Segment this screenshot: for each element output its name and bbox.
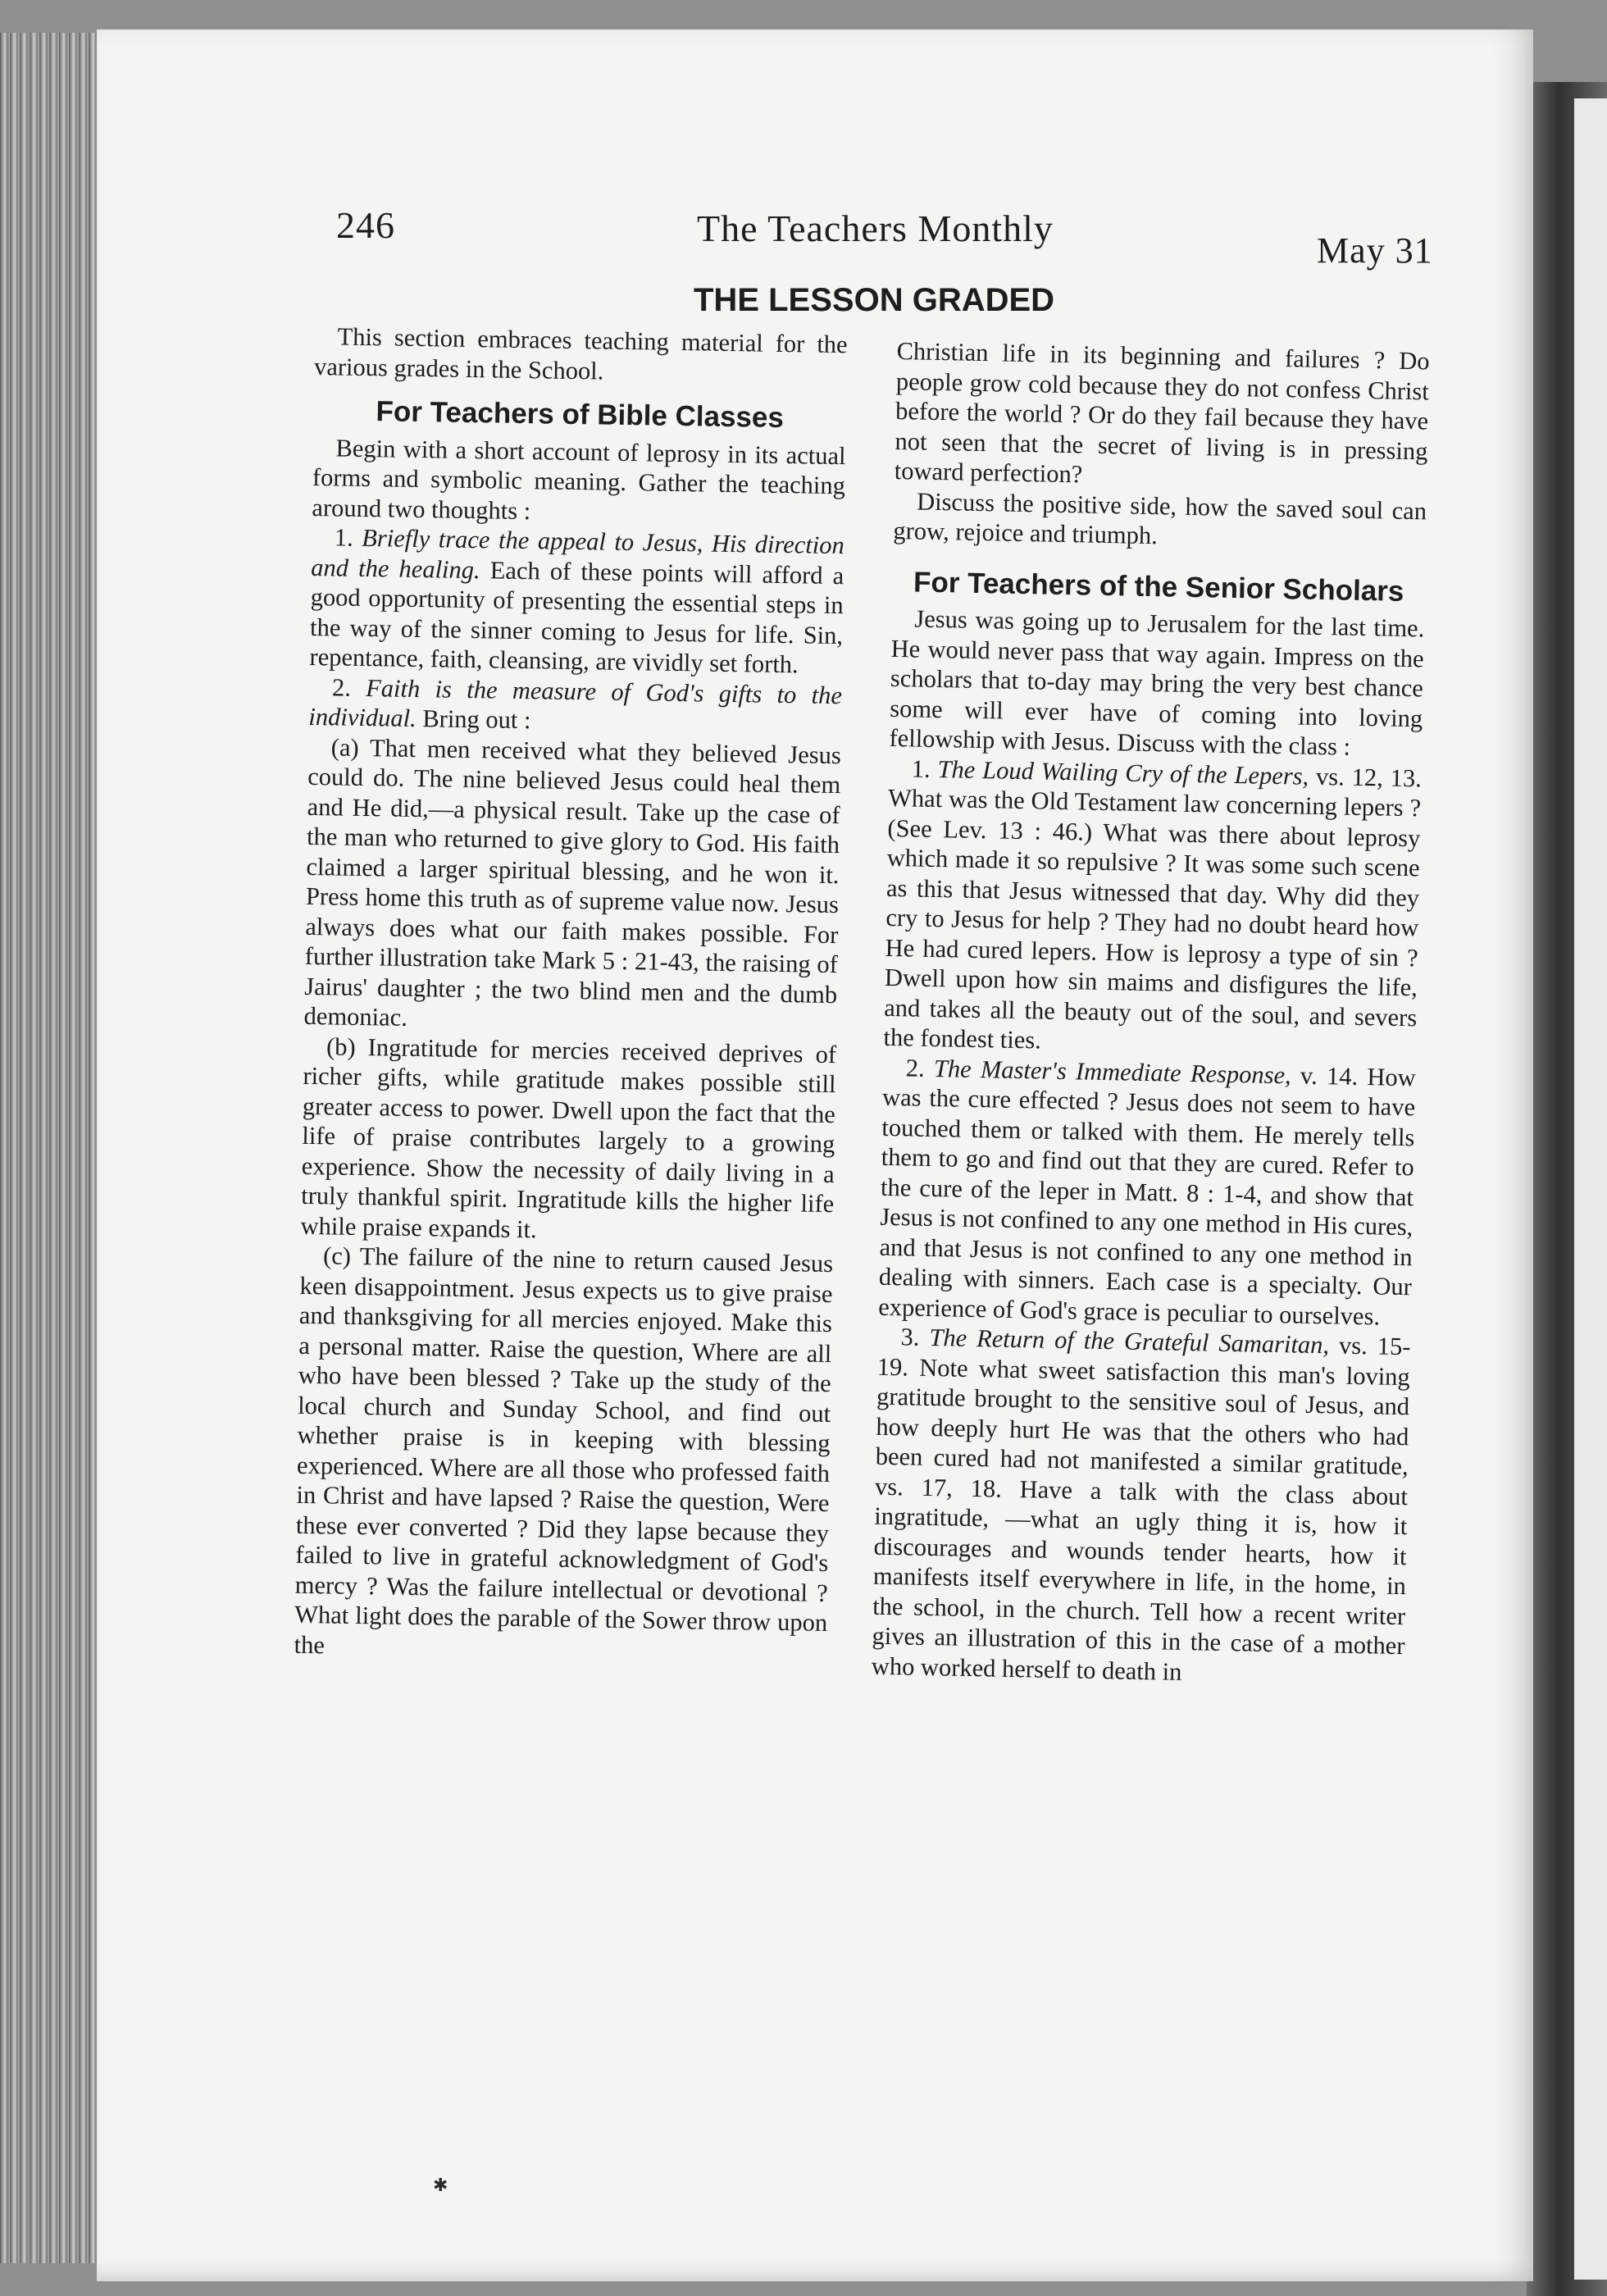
- point-text: vs. 12, 13. What was the Old Testament law concerning lepers ? (See Lev. 13 : 46.) What was there about leprosy which made it so repulsive ? It was some such scene as this that Jesus witnessed that day. Why did they cry to Jesus for help ? They had no doubt heard how He had cured lepers. How is leprosy a type of sin ? Dwell upon how sin maims and disfigures the life, and takes all the beauty out of the soul, and severs the fondest ties.: [883, 762, 1423, 1055]
- intro-paragraph: This section embraces teaching material for the various grades in the School.: [313, 322, 848, 385]
- point-title: The Master's Immediate Response,: [933, 1054, 1292, 1089]
- paragraph: Jesus was going up to Jerusalem for the last time. He would never pass that way again. Impress on the scholars that to-day may bring the very best chance some will ever have of coming into loving fellowship with Jesus. Discuss with the class :: [889, 604, 1425, 761]
- point-number: 1.: [334, 523, 354, 552]
- facing-page-edge: [1574, 98, 1607, 2280]
- point-text: v. 14. How was the cure effected ? Jesus does not seem to have touched them or talked with them. He merely tells them to go and find out that they are cured. Refer to the cure of the leper in Matt. 8 : 1-4, and show that Jesus is not confined to any one method in His cures, and that Jesus is not confined to any one method in dealing with sinners. Each case is a specialty. Our experience of God's grace is peculiar to ourselves.: [877, 1061, 1417, 1331]
- point-text: Each of these points will afford a good opportunity of presenting the essential steps in the way of the sinner coming to Jesus for life. Sin, repentance, faith, cleansing, are vividly set forth.: [309, 555, 844, 679]
- point-number: 1.: [911, 754, 931, 783]
- point-text: vs. 15-19. Note what sweet satisfaction this man's loving gratitude brought to the sensitive soul of Jesus, and how deeply hurt He was that the others who had been cured had not manifested a similar gratitude, vs. 17, 18. Have a talk with the class about ingratitude, —what an ugly thing it is, how it discourages and wounds tender hearts, how it manifests itself everywhere in life, in the home, in the school, in the church. Tell how a recent writer gives an illustration of this in the case of a mother who worked herself to death in: [871, 1331, 1411, 1686]
- right-column: [872, 336, 1430, 1691]
- point-title: Briefly trace the appeal to Jesus, His direction and the healing.: [311, 523, 845, 584]
- issue-date: May 31: [1317, 230, 1433, 271]
- point-2: [878, 1052, 1416, 1332]
- point-title: The Loud Wailing Cry of the Lepers,: [937, 754, 1309, 790]
- subpoint-c: (c) The failure of the nine to return caused Jesus keen disappointment. Jesus expects us to give praise and thanksgiving for all mercies enjoyed. Make this a personal matter. Raise the question, Where are all who have been blessed ? Take up the study of the local church and Sunday School, and find out whether praise is in keeping with blessing experienced. Where are all those who professed faith in Christ and have lapsed ? Raise the question, Were these ever converted ? Did they lapse because they failed to live in grateful acknowledgment of God's mercy ? Was the failure intellectual or devotional ? What light does the parable of the Sower throw upon the: [294, 1241, 834, 1659]
- left-column: [294, 321, 848, 1668]
- subpoint-a: (a) That men received what they believed Jesus could do. The nine believed Jesus could heal them and He did,—a physical result. Take up the case of the man who returned to give glory to God. His faith claimed a larger spiritual blessing, and he won it. Press home this truth as of supreme value now. Jesus always does what our faith makes possible. For further illustration take Mark 5 : 21-43, the raising of Jairus' daughter ; the two blind men and the dumb demoniac.: [303, 732, 842, 1032]
- point-title: The Return of the Grateful Samaritan,: [929, 1323, 1330, 1360]
- point-title: Faith is the measure of God's gifts to the individual.: [308, 673, 843, 733]
- point-number: 2.: [331, 672, 352, 702]
- ink-smudge: ✱: [433, 2175, 448, 2195]
- point-2: [308, 672, 842, 740]
- continued-paragraph: Christian life in its beginning and failures ? Do people grow cold because they do not confess Christ before the world ? Or do they fail because they have not seen that the secret of living is in pressing toward perfection?: [894, 336, 1430, 489]
- point-number: 2.: [905, 1053, 926, 1082]
- paragraph: Begin with a short account of leprosy in its actual forms and symbolic meaning. Gather the teaching around two thoughts :: [312, 433, 846, 525]
- bible-classes-heading: For Teachers of Bible Classes: [376, 395, 785, 434]
- paragraph: Discuss the positive side, how the saved soul can grow, rejoice and triumph.: [893, 487, 1427, 550]
- point-number: 3.: [900, 1323, 920, 1351]
- subpoint-b: (b) Ingratitude for mercies received deprives of richer gifts, while gratitude makes possible still greater access to power. Dwell upon the fact that the life of praise contributes largely to a growing experience. Show the necessity of daily living in a truly thankful spirit. Ingratitude kills the higher life while praise expands it.: [300, 1032, 837, 1243]
- running-title: The Teachers Monthly: [697, 207, 1054, 249]
- page-number: 246: [336, 204, 395, 246]
- section-title: THE LESSON GRADED: [694, 282, 1055, 318]
- point-1: [309, 522, 844, 681]
- point-text: Bring out :: [422, 704, 531, 735]
- point-1: [883, 753, 1422, 1062]
- point-3: [872, 1322, 1411, 1691]
- senior-scholars-heading: For Teachers of the Senior Scholars: [913, 565, 1404, 608]
